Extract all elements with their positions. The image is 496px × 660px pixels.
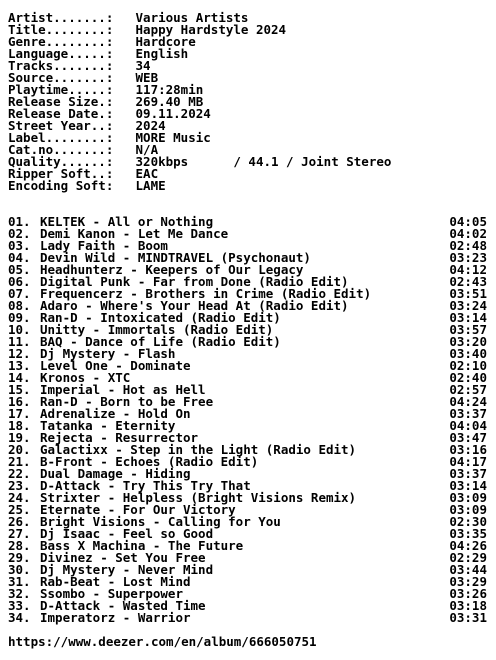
- track-title: D-Attack - Wasted Time: [40, 598, 206, 613]
- info-key: Label........:: [8, 130, 114, 145]
- track-number: 28.: [8, 538, 31, 553]
- track-title: Dj Mystery - Flash: [40, 346, 176, 361]
- track-duration: 03:51: [449, 286, 487, 301]
- info-value: 09.11.2024: [135, 106, 211, 121]
- track-duration: 04:04: [449, 418, 487, 433]
- tracklist: [8, 216, 488, 624]
- info-value: N/A: [135, 142, 159, 157]
- track-duration: 03:18: [449, 598, 487, 613]
- track-number: 32.: [8, 586, 31, 601]
- track-title: Imperial - Hot as Hell: [40, 382, 206, 397]
- track-title: Strixter - Helpless (Bright Visions Remix): [40, 490, 357, 505]
- track-title: Frequencerz - Brothers in Crime (Radio Edit): [40, 286, 372, 301]
- track-title: Ran-D - Born to be Free: [40, 394, 214, 409]
- track-title: Devin Wild - MINDTRAVEL (Psychonaut): [40, 250, 311, 265]
- track-number: 04.: [8, 250, 31, 265]
- track-title: BAQ - Dance of Life (Radio Edit): [40, 334, 281, 349]
- info-key: Ripper Soft..:: [8, 166, 114, 181]
- info-value: WEB: [135, 70, 159, 85]
- track-duration: 02:57: [449, 382, 487, 397]
- track-number: 13.: [8, 358, 31, 373]
- track-duration: 03:23: [449, 250, 487, 265]
- info-key: Language.....:: [8, 46, 114, 61]
- track-title: Demi Kanon - Let Me Dance: [40, 226, 229, 241]
- track-duration: 03:29: [449, 574, 487, 589]
- track-duration: 03:09: [449, 490, 487, 505]
- track-title: Tatanka - Eternity: [40, 418, 176, 433]
- info-key: Tracks.......:: [8, 58, 114, 73]
- track-number: 14.: [8, 370, 31, 385]
- info-value: MORE Music: [135, 130, 211, 145]
- track-number: 19.: [8, 430, 31, 445]
- track-number: 21.: [8, 454, 31, 469]
- track-number: 18.: [8, 418, 31, 433]
- track-title: Bright Visions - Calling for You: [40, 514, 281, 529]
- track-number: 10.: [8, 322, 31, 337]
- track-number: 16.: [8, 394, 31, 409]
- track-number: 20.: [8, 442, 31, 457]
- track-duration: 03:14: [449, 478, 487, 493]
- track-title: Headhunterz - Keepers of Our Legacy: [40, 262, 304, 277]
- track-duration: 04:12: [449, 262, 487, 277]
- track-duration: 04:17: [449, 454, 487, 469]
- track-duration: 03:20: [449, 334, 487, 349]
- track-title: Dual Damage - Hiding: [40, 466, 191, 481]
- info-key: Release Size.:: [8, 94, 114, 109]
- track-number: 24.: [8, 490, 31, 505]
- source-url: https://www.deezer.com/en/album/666050751: [8, 634, 317, 649]
- track-duration: 03:35: [449, 526, 487, 541]
- track-title: Divinez - Set You Free: [40, 550, 206, 565]
- track-number: 25.: [8, 502, 31, 517]
- track-title: Rejecta - Resurrector: [40, 430, 199, 445]
- track-title: KELTEK - All or Nothing: [40, 214, 214, 229]
- track-title: Lady Faith - Boom: [40, 238, 168, 253]
- track-title: Kronos - XTC: [40, 370, 131, 385]
- info-row: [8, 180, 488, 192]
- track-number: 17.: [8, 406, 31, 421]
- info-key: Street Year..:: [8, 118, 114, 133]
- track-number: 03.: [8, 238, 31, 253]
- track-title: D-Attack - Try This Try That: [40, 478, 251, 493]
- info-value: LAME: [135, 178, 166, 193]
- track-number: 27.: [8, 526, 31, 541]
- track-title: Adrenalize - Hold On: [40, 406, 191, 421]
- release-info-document: [8, 12, 488, 648]
- track-number: 31.: [8, 574, 31, 589]
- track-number: 33.: [8, 598, 31, 613]
- track-title: Rab-Beat - Lost Mind: [40, 574, 191, 589]
- track-duration: 04:26: [449, 538, 487, 553]
- track-duration: 03:40: [449, 346, 487, 361]
- track-duration: 04:02: [449, 226, 487, 241]
- info-key: Source.......:: [8, 70, 114, 85]
- track-title: B-Front - Echoes (Radio Edit): [40, 454, 259, 469]
- track-duration: 03:26: [449, 586, 487, 601]
- release-info-block: [8, 12, 488, 192]
- track-number: 06.: [8, 274, 31, 289]
- info-key: Genre........:: [8, 34, 114, 49]
- track-number: 15.: [8, 382, 31, 397]
- info-key: Release Date.:: [8, 106, 114, 121]
- track-title: Galactixx - Step in the Light (Radio Edit): [40, 442, 357, 457]
- track-number: 08.: [8, 298, 31, 313]
- track-duration: 03:31: [449, 610, 487, 625]
- info-key: Encoding Soft:: [8, 178, 114, 193]
- track-duration: 04:24: [449, 394, 487, 409]
- info-value: 34: [135, 58, 151, 73]
- track-title: Unitty - Immortals (Radio Edit): [40, 322, 274, 337]
- track-title: Imperatorz - Warrior: [40, 610, 191, 625]
- track-number: 23.: [8, 478, 31, 493]
- track-title: Adaro - Where's Your Head At (Radio Edit): [40, 298, 349, 313]
- track-duration: 02:40: [449, 370, 487, 385]
- track-number: 30.: [8, 562, 31, 577]
- info-value: English: [135, 46, 189, 61]
- track-duration: 02:10: [449, 358, 487, 373]
- track-row: [8, 612, 488, 624]
- info-key: Cat.no.......:: [8, 142, 114, 157]
- info-key: Artist.......:: [8, 10, 114, 25]
- track-title: Bass X Machina - The Future: [40, 538, 244, 553]
- track-duration: 03:09: [449, 502, 487, 517]
- info-key: Quality......:: [8, 154, 114, 169]
- track-number: 07.: [8, 286, 31, 301]
- info-value: 269.40 MB: [135, 94, 204, 109]
- track-title: Ran-D - Intoxicated (Radio Edit): [40, 310, 281, 325]
- track-duration: 02:43: [449, 274, 487, 289]
- info-value: Various Artists: [135, 10, 249, 25]
- track-number: 22.: [8, 466, 31, 481]
- track-duration: 02:29: [449, 550, 487, 565]
- track-number: 02.: [8, 226, 31, 241]
- info-value: Hardcore: [135, 34, 196, 49]
- info-key: Playtime.....:: [8, 82, 114, 97]
- track-duration: 04:05: [449, 214, 487, 229]
- info-value: 320kbps / 44.1 / Joint Stereo: [135, 154, 392, 169]
- track-title: Digital Punk - Far from Done (Radio Edit): [40, 274, 349, 289]
- track-duration: 03:24: [449, 298, 487, 313]
- track-number: 34.: [8, 610, 31, 625]
- track-title: Eternate - For Our Victory: [40, 502, 236, 517]
- info-value: EAC: [135, 166, 159, 181]
- track-title: Ssombo - Superpower: [40, 586, 183, 601]
- track-number: 01.: [8, 214, 31, 229]
- track-duration: 03:44: [449, 562, 487, 577]
- info-value: 2024: [135, 118, 166, 133]
- track-number: 11.: [8, 334, 31, 349]
- track-number: 26.: [8, 514, 31, 529]
- track-number: 29.: [8, 550, 31, 565]
- info-value: 117:28min: [135, 82, 204, 97]
- track-number: 12.: [8, 346, 31, 361]
- track-duration: 02:48: [449, 238, 487, 253]
- track-number: 09.: [8, 310, 31, 325]
- track-title: Level One - Dominate: [40, 358, 191, 373]
- track-duration: 03:14: [449, 310, 487, 325]
- track-duration: 03:16: [449, 442, 487, 457]
- section-gap: [8, 192, 488, 216]
- track-number: 05.: [8, 262, 31, 277]
- track-duration: 03:37: [449, 466, 487, 481]
- track-title: Dj Isaac - Feel so Good: [40, 526, 214, 541]
- track-title: Dj Mystery - Never Mind: [40, 562, 214, 577]
- track-duration: 03:57: [449, 322, 487, 337]
- track-duration: 03:37: [449, 406, 487, 421]
- info-key: Title........:: [8, 22, 114, 37]
- track-duration: 03:47: [449, 430, 487, 445]
- info-value: Happy Hardstyle 2024: [135, 22, 287, 37]
- track-duration: 02:30: [449, 514, 487, 529]
